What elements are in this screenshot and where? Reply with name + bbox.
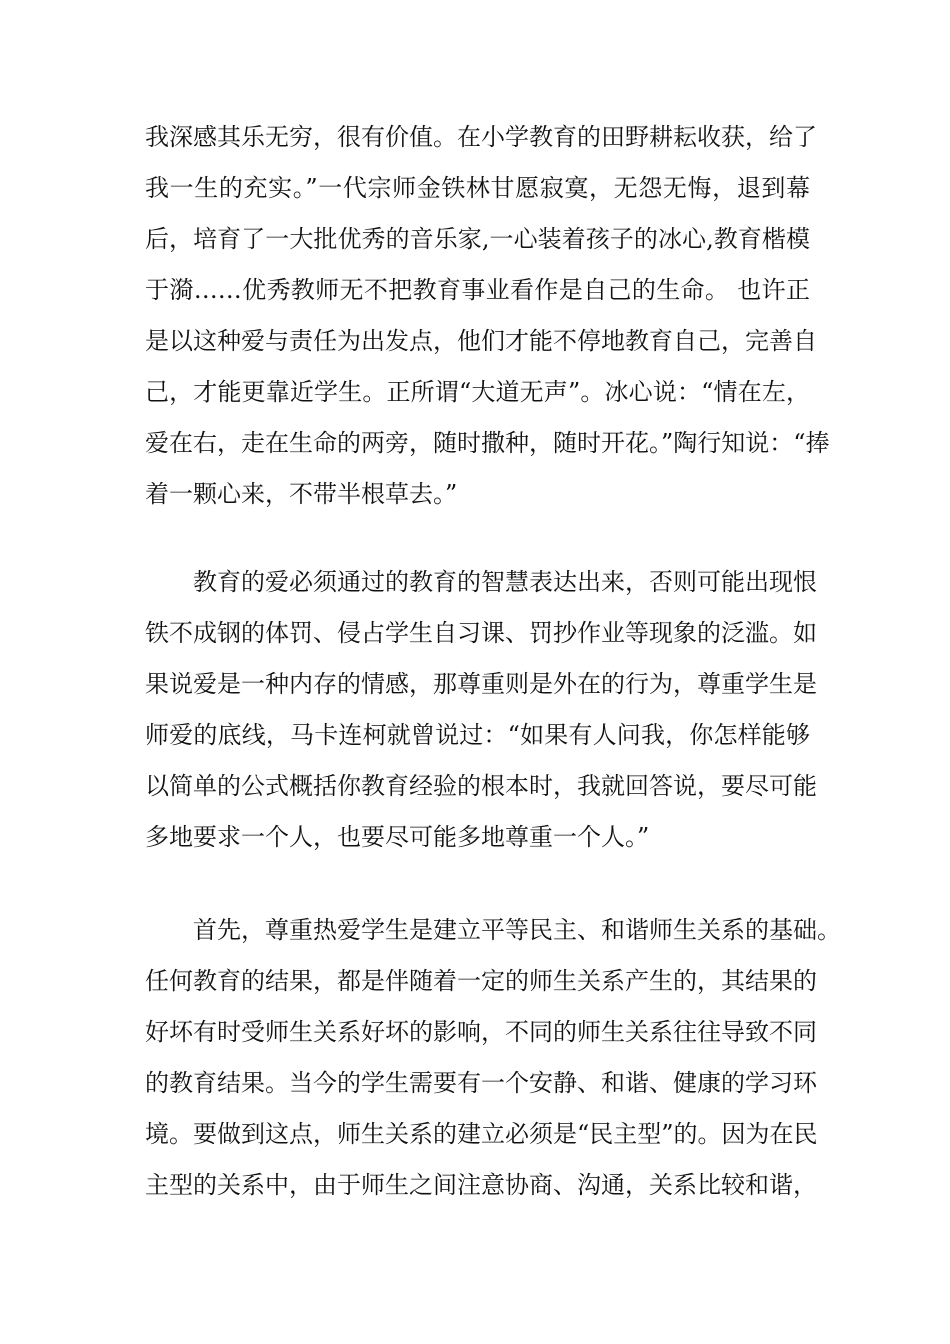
text-line: 铁不成钢的体罚、侵占学生自习课、罚抄作业等现象的泛滥。如 (145, 619, 817, 647)
text-line: 爱在右，走在生命的两旁，随时撒种，随时开花。”陶行知说：“捧 (145, 429, 830, 457)
text-line: 我一生的充实。”一代宗师金铁林甘愿寂寞，无怨无悔，退到幕 (145, 174, 810, 202)
text-line: 以简单的公式概括你教育经验的根本时，我就回答说，要尽可能 (145, 772, 817, 800)
text-line: 于漪……优秀教师无不把教育事业看作是自己的生命。 也许正 (145, 276, 810, 304)
text-line: 果说爱是一种内存的情感，那尊重则是外在的行为，尊重学生是 (145, 670, 817, 698)
text-line: 是以这种爱与责任为出发点，他们才能不停地教育自己，完善自 (145, 327, 817, 355)
text-line: 主型的关系中，由于师生之间注意协商、沟通，关系比较和谐， (145, 1171, 817, 1199)
paragraph-1 (145, 112, 830, 520)
text-line: 好坏有时受师生关系好坏的影响，不同的师生关系往往导致不同 (145, 1018, 817, 1046)
text-line: 教育的爱必须通过的教育的智慧表达出来，否则可能出现恨 (193, 568, 817, 596)
paragraph-2 (145, 557, 817, 863)
text-line: 后，培育了一大批优秀的音乐家,一心装着孩子的冰心,教育楷模 (145, 225, 810, 253)
text-line: 任何教育的结果，都是伴随着一定的师生关系产生的，其结果的 (145, 967, 817, 995)
text-line: 境。要做到这点，师生关系的建立必须是“民主型”的。因为在民 (145, 1120, 818, 1148)
text-line: 的教育结果。当今的学生需要有一个安静、和谐、健康的学习环 (145, 1069, 817, 1097)
text-line: 着一颗心来，不带半根草去。” (145, 480, 458, 508)
text-line: 我深感其乐无穷，很有价值。在小学教育的田野耕耘收获，给了 (145, 123, 817, 151)
text-line: 首先，尊重热爱学生是建立平等民主、和谐师生关系的基础。 (193, 916, 841, 944)
text-line: 师爱的底线，马卡连柯就曾说过：“如果有人问我，你怎样能够 (145, 721, 810, 749)
paragraph-3 (145, 905, 841, 1211)
text-line: 多地要求一个人，也要尽可能多地尊重一个人。” (145, 823, 650, 851)
text-line: 己，才能更靠近学生。正所谓“大道无声”。冰心说：“情在左， (145, 378, 810, 406)
